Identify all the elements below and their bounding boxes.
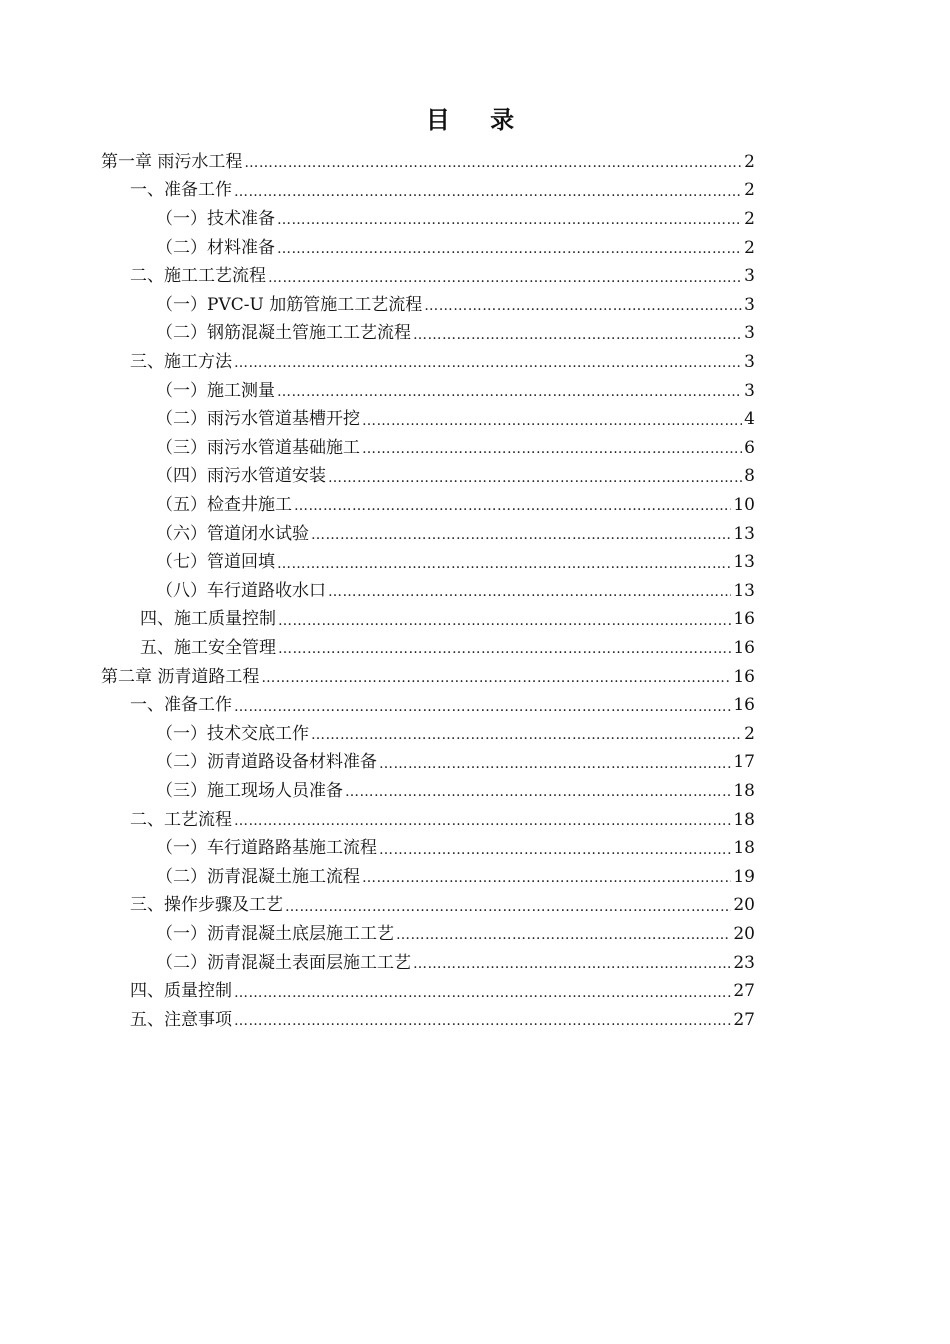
toc-entry-title: 二、工艺流程 (130, 809, 232, 830)
toc-dot-leader (234, 698, 731, 714)
toc-entry[interactable] (156, 949, 755, 978)
toc-entry[interactable] (156, 491, 755, 520)
toc-entry[interactable] (156, 520, 755, 549)
toc-entry-title: 五、注意事项 (130, 1009, 232, 1030)
toc-dot-leader (234, 984, 731, 1000)
toc-dot-leader (413, 326, 742, 342)
toc-dot-leader (345, 783, 731, 799)
toc-dot-leader (311, 526, 731, 542)
toc-entry[interactable] (156, 377, 755, 406)
toc-entry-page-number: 10 (733, 494, 755, 515)
toc-entry-page-number: 16 (733, 637, 755, 658)
toc-entry-page-number: 8 (744, 466, 755, 487)
page-title: 目 录 (425, 106, 531, 134)
toc-dot-leader (268, 269, 742, 285)
toc-entry-title: （六）管道闭水试验 (156, 523, 309, 544)
toc-entry[interactable] (140, 634, 755, 663)
toc-entry-page-number: 2 (744, 237, 755, 258)
toc-entry[interactable] (156, 920, 755, 949)
toc-entry-page-number: 6 (744, 437, 755, 458)
toc-entry[interactable] (156, 577, 755, 606)
toc-entry-page-number: 18 (733, 809, 755, 830)
toc-entry[interactable] (156, 720, 755, 749)
toc-entry-page-number: 16 (733, 609, 755, 630)
toc-entry-page-number: 3 (744, 266, 755, 287)
toc-entry-title: 一、准备工作 (130, 695, 232, 716)
toc-entry-page-number: 16 (733, 695, 755, 716)
toc-entry[interactable] (156, 548, 755, 577)
toc-entry-page-number: 13 (733, 580, 755, 601)
toc-entry-title: 四、施工质量控制 (140, 609, 276, 630)
toc-entry-title: （二）钢筋混凝土管施工工艺流程 (156, 323, 411, 344)
toc-entry-title: （二）材料准备 (156, 237, 275, 258)
toc-entry-page-number: 3 (744, 380, 755, 401)
toc-entry-page-number: 18 (733, 780, 755, 801)
toc-entry-page-number: 17 (733, 752, 755, 773)
toc-entry[interactable] (156, 205, 755, 234)
toc-entry-title: （五）检查井施工 (156, 494, 292, 515)
toc-entry[interactable] (101, 663, 755, 692)
toc-dot-leader (328, 583, 731, 599)
toc-dot-leader (234, 812, 731, 828)
toc-dot-leader (396, 926, 731, 942)
toc-dot-leader (277, 555, 731, 571)
toc-dot-leader (277, 240, 742, 256)
toc-entry[interactable] (156, 749, 755, 778)
toc-entry-title: 第一章 雨污水工程 (101, 151, 243, 172)
toc-entry-page-number: 3 (744, 351, 755, 372)
toc-entry[interactable] (156, 320, 755, 349)
toc-entry-title: 一、准备工作 (130, 180, 232, 201)
toc-entry-page-number: 2 (744, 208, 755, 229)
toc-entry-page-number: 18 (733, 838, 755, 859)
toc-entry-page-number: 2 (744, 180, 755, 201)
toc-entry-page-number: 3 (744, 323, 755, 344)
toc-entry[interactable] (130, 1006, 755, 1035)
toc-entry[interactable] (140, 606, 755, 635)
toc-entry[interactable] (130, 177, 755, 206)
toc-entry-page-number: 4 (744, 409, 755, 430)
toc-dot-leader (244, 154, 742, 170)
toc-entry-title: 三、操作步骤及工艺 (130, 895, 283, 916)
toc-entry-page-number: 13 (733, 552, 755, 573)
toc-entry-title: （四）雨污水管道安装 (156, 466, 326, 487)
toc-dot-leader (278, 640, 731, 656)
toc-entry-title: （一）技术交底工作 (156, 723, 309, 744)
toc-entry-title: 三、施工方法 (130, 351, 232, 372)
toc-entry[interactable] (156, 463, 755, 492)
toc-dot-leader (278, 612, 731, 628)
toc-entry-page-number: 27 (733, 1009, 755, 1030)
toc-entry-title: （一）车行道路路基施工流程 (156, 838, 377, 859)
toc-entry[interactable] (156, 234, 755, 263)
toc-dot-leader (379, 755, 731, 771)
toc-dot-leader (234, 183, 742, 199)
toc-entry-title: （三）施工现场人员准备 (156, 780, 343, 801)
toc-entry[interactable] (156, 405, 755, 434)
toc-dot-leader (234, 1012, 731, 1028)
toc-dot-leader (277, 211, 742, 227)
toc-entry-title: （一）技术准备 (156, 208, 275, 229)
toc-entry[interactable] (156, 834, 755, 863)
toc-entry[interactable] (101, 148, 755, 177)
toc-entry[interactable] (130, 892, 755, 921)
toc-entry[interactable] (130, 977, 755, 1006)
toc-entry[interactable] (130, 806, 755, 835)
toc-entry-page-number: 23 (733, 952, 755, 973)
toc-entry-page-number: 2 (744, 723, 755, 744)
toc-entry-title: （一）沥青混凝土底层施工工艺 (156, 923, 394, 944)
toc-entry[interactable] (156, 291, 755, 320)
toc-entry-title: （一）施工测量 (156, 380, 275, 401)
toc-dot-leader (277, 383, 742, 399)
toc-entry-title: 五、施工安全管理 (140, 637, 276, 658)
toc-dot-leader (261, 669, 731, 685)
toc-entry-title: （八）车行道路收水口 (156, 580, 326, 601)
toc-entry-title: 二、施工工艺流程 (130, 266, 266, 287)
toc-entry-page-number: 20 (733, 923, 755, 944)
toc-dot-leader (424, 297, 742, 313)
toc-entry-page-number: 13 (733, 523, 755, 544)
toc-entry[interactable] (156, 777, 755, 806)
toc-entry-title: 四、质量控制 (130, 981, 232, 1002)
toc-entry-page-number: 16 (733, 666, 755, 687)
toc-entry-title: （二）沥青混凝土施工流程 (156, 866, 360, 887)
toc-entry-title: （二）沥青道路设备材料准备 (156, 752, 377, 773)
toc-dot-leader (234, 354, 742, 370)
toc-entry[interactable] (130, 691, 755, 720)
toc-entry-title: 第二章 沥青道路工程 (101, 666, 260, 687)
toc-dot-leader (328, 469, 742, 485)
toc-entry[interactable] (156, 863, 755, 892)
toc-entry-page-number: 20 (733, 895, 755, 916)
toc-dot-leader (413, 955, 731, 971)
toc-entry-title: （一）PVC-U 加筋管施工工艺流程 (156, 294, 423, 315)
toc-entry-page-number: 27 (733, 981, 755, 1002)
toc-entry-page-number: 19 (733, 866, 755, 887)
toc-entry[interactable] (130, 262, 755, 291)
toc-entry[interactable] (156, 434, 755, 463)
toc-entry-title: （七）管道回填 (156, 552, 275, 573)
toc-entry-page-number: 2 (744, 151, 755, 172)
toc-dot-leader (311, 726, 742, 742)
toc-dot-leader (379, 841, 731, 857)
toc-dot-leader (294, 497, 731, 513)
toc-entry[interactable] (130, 348, 755, 377)
toc-entry-page-number: 3 (744, 294, 755, 315)
toc-entry-title: （二）沥青混凝土表面层施工工艺 (156, 952, 411, 973)
toc-dot-leader (362, 412, 742, 428)
toc-dot-leader (362, 869, 731, 885)
toc-entry-title: （二）雨污水管道基槽开挖 (156, 409, 360, 430)
toc-entry-title: （三）雨污水管道基础施工 (156, 437, 360, 458)
toc-dot-leader (362, 440, 742, 456)
toc-dot-leader (285, 898, 731, 914)
